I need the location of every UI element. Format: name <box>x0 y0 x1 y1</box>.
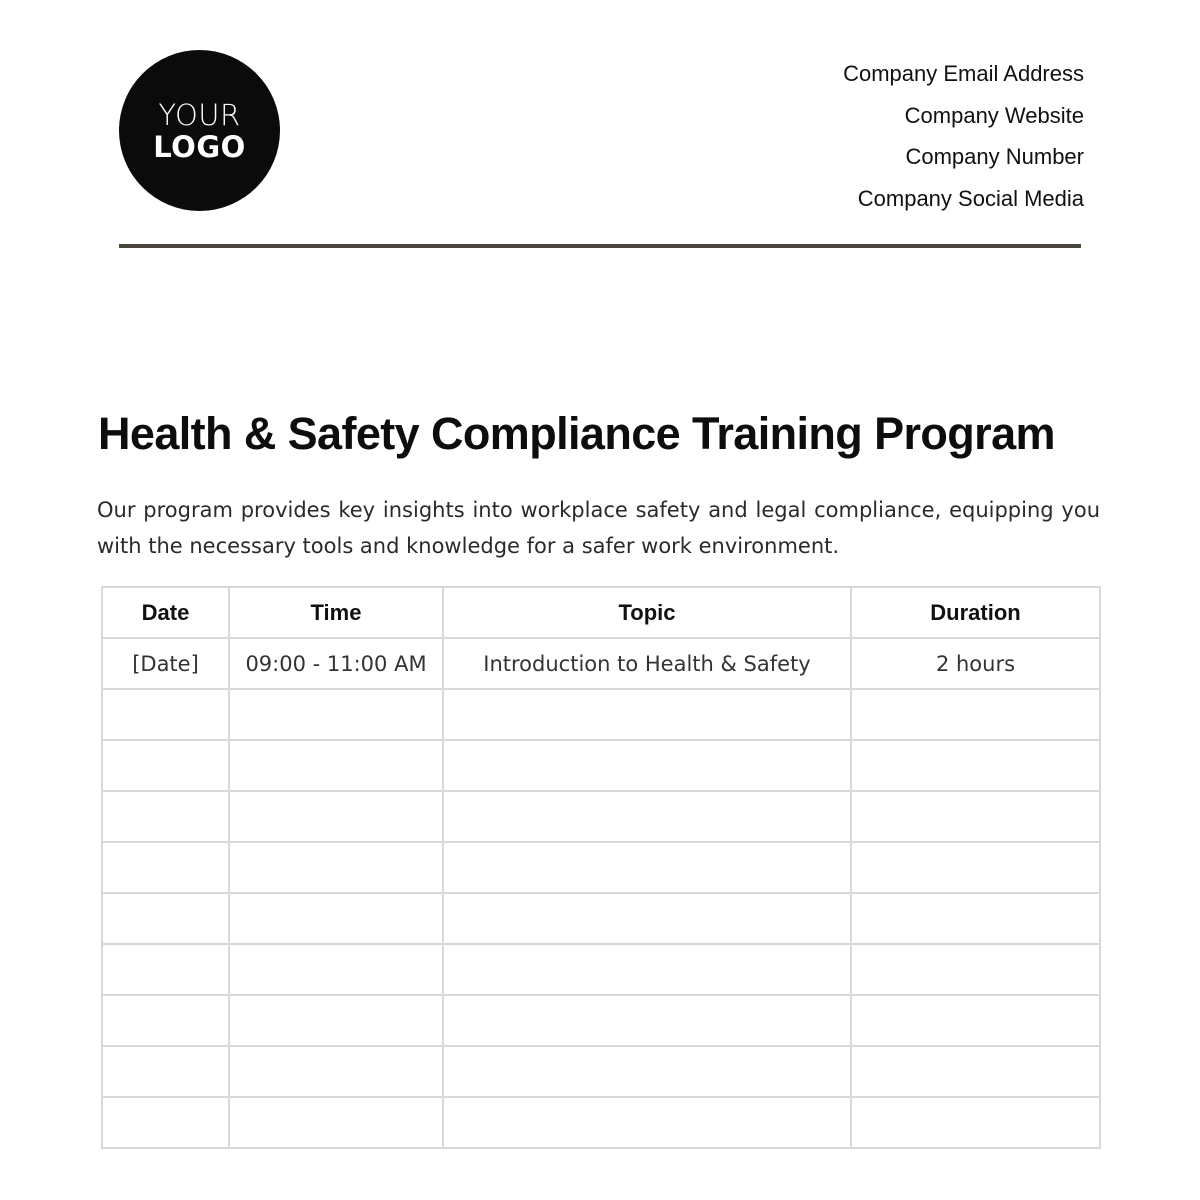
cell-duration[interactable] <box>851 689 1100 740</box>
cell-duration[interactable] <box>851 1046 1100 1097</box>
cell-time[interactable] <box>229 1046 443 1097</box>
document-title: Health & Safety Compliance Training Program <box>98 408 1055 459</box>
cell-topic[interactable] <box>443 944 851 995</box>
cell-time[interactable] <box>229 944 443 995</box>
cell-topic[interactable] <box>443 791 851 842</box>
cell-date[interactable] <box>102 842 229 893</box>
cell-date[interactable] <box>102 689 229 740</box>
cell-date[interactable] <box>102 1097 229 1148</box>
table-row <box>102 995 1100 1046</box>
cell-topic[interactable] <box>443 995 851 1046</box>
company-logo <box>119 50 280 211</box>
cell-duration[interactable] <box>851 1097 1100 1148</box>
training-schedule-table <box>101 586 1101 1149</box>
cell-duration[interactable] <box>851 740 1100 791</box>
table-row <box>102 1046 1100 1097</box>
company-social-media: Company Social Media <box>857 185 1084 211</box>
cell-time[interactable] <box>229 842 443 893</box>
header-time: Time <box>229 587 443 638</box>
header-date: Date <box>102 587 229 638</box>
cell-date[interactable] <box>102 893 229 944</box>
table-header-row <box>102 587 1100 638</box>
cell-date[interactable] <box>102 995 229 1046</box>
cell-time[interactable] <box>229 791 443 842</box>
cell-date[interactable] <box>102 791 229 842</box>
cell-date[interactable] <box>102 1046 229 1097</box>
cell-topic[interactable] <box>443 842 851 893</box>
cell-topic[interactable] <box>443 689 851 740</box>
header-duration: Duration <box>851 587 1100 638</box>
table-row <box>102 740 1100 791</box>
cell-time[interactable] <box>229 689 443 740</box>
cell-date[interactable] <box>102 740 229 791</box>
table-row <box>102 1097 1100 1148</box>
table-row <box>102 689 1100 740</box>
header-divider <box>119 244 1081 248</box>
cell-time[interactable] <box>229 1097 443 1148</box>
cell-duration[interactable] <box>851 944 1100 995</box>
cell-time[interactable] <box>229 893 443 944</box>
cell-duration[interactable] <box>851 995 1100 1046</box>
cell-duration[interactable] <box>851 893 1100 944</box>
table-row <box>102 638 1100 689</box>
cell-duration[interactable] <box>851 842 1100 893</box>
table-row <box>102 842 1100 893</box>
company-email: Company Email Address <box>843 61 1084 86</box>
company-number: Company Number <box>905 144 1084 169</box>
company-contact-block <box>843 53 1084 219</box>
cell-topic[interactable] <box>443 1097 851 1148</box>
cell-duration[interactable]: 2 hours <box>851 638 1100 689</box>
cell-time[interactable]: 09:00 - 11:00 AM <box>229 638 443 689</box>
cell-topic[interactable]: Introduction to Health & Safety <box>443 638 851 689</box>
table-row <box>102 893 1100 944</box>
company-website: Company Website <box>904 102 1084 128</box>
cell-topic[interactable] <box>443 893 851 944</box>
header-topic: Topic <box>443 587 851 638</box>
cell-time[interactable] <box>229 995 443 1046</box>
table-row <box>102 944 1100 995</box>
logo-text-logo: LOGO <box>153 129 246 164</box>
cell-topic[interactable] <box>443 1046 851 1097</box>
cell-date[interactable]: [Date] <box>102 638 229 689</box>
cell-date[interactable] <box>102 944 229 995</box>
intro-paragraph: Our program provides key insights into workplace safety and legal compliance, equipping you with the necessary tools and knowledge for a safer work environment. <box>97 498 1100 558</box>
cell-duration[interactable] <box>851 791 1100 842</box>
table-row <box>102 791 1100 842</box>
cell-topic[interactable] <box>443 740 851 791</box>
logo-text-your: YOUR <box>158 97 241 132</box>
cell-time[interactable] <box>229 740 443 791</box>
